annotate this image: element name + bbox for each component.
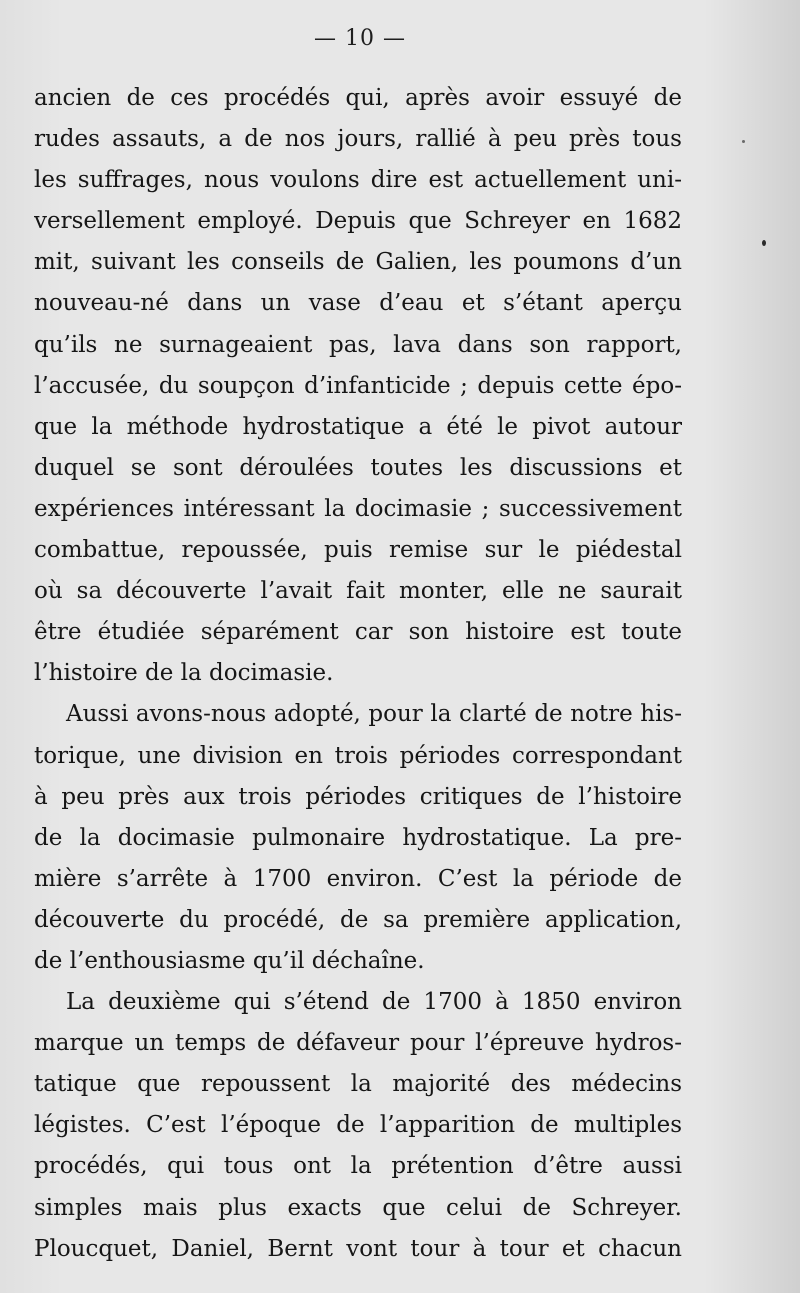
text-line: les suffrages, nous voulons dire est actuellement uni- (34, 167, 682, 194)
text-line: mière s’arrête à 1700 environ. C’est la période de (34, 865, 682, 892)
text-line: l’histoire de la docimasie. (34, 660, 334, 687)
text-line: combattue, repoussée, puis remise sur le piédestal (34, 537, 682, 564)
text-line: tatique que repoussent la majorité des médecins (34, 1071, 682, 1098)
text-line: que la méthode hydrostatique a été le pivot autour (34, 413, 682, 440)
text-line: découverte du procédé, de sa première application, (34, 906, 682, 933)
text-line: versellement employé. Depuis que Schreyer en 1682 (34, 208, 682, 235)
text-line: Aussi avons-nous adopté, pour la clarté de notre his- (66, 701, 682, 728)
text-line: La deuxième qui s’étend de 1700 à 1850 environ (66, 989, 682, 1016)
text-line: de la docimasie pulmonaire hydrostatique. La pre- (34, 824, 682, 851)
text-line: Ploucquet, Daniel, Bernt vont tour à tour et chacun (34, 1235, 682, 1262)
text-line: à peu près aux trois périodes critiques de l’histoire (34, 783, 682, 810)
text-line: qu’ils ne surnageaient pas, lava dans son rapport, (34, 331, 682, 358)
text-line: rudes assauts, a de nos jours, rallié à peu près tous (34, 126, 682, 153)
ink-speck (762, 240, 766, 246)
text-line: duquel se sont déroulées toutes les discussions et (34, 454, 682, 481)
text-line: de l’enthousiasme qu’il déchaîne. (34, 947, 425, 974)
text-line: où sa découverte l’avait fait monter, elle ne saurait (34, 578, 682, 605)
text-line: marque un temps de défaveur pour l’épreuve hydros- (34, 1030, 682, 1057)
text-line: être étudiée séparément car son histoire est toute (34, 619, 682, 646)
text-line: ancien de ces procédés qui, après avoir essuyé de (34, 85, 682, 111)
text-line: simples mais plus exacts que celui de Schreyer. (34, 1194, 682, 1221)
text-line: expériences intéressant la docimasie ; successivement (34, 495, 682, 522)
text-line: torique, une division en trois périodes correspondant (34, 742, 682, 769)
text-line: procédés, qui tous ont la prétention d’être aussi (34, 1153, 682, 1180)
text-line: nouveau-né dans un vase d’eau et s’étant aperçu (34, 290, 682, 317)
text-line: l’accusée, du soupçon d’infanticide ; depuis cette épo- (34, 372, 682, 399)
page-number: — 10 — (314, 26, 406, 51)
text-line: mit, suivant les conseils de Galien, les poumons d’un (34, 249, 682, 276)
text-line: légistes. C’est l’époque de l’apparition de multiples (34, 1112, 682, 1139)
ink-speck (742, 140, 745, 143)
body-text (34, 78, 682, 1270)
